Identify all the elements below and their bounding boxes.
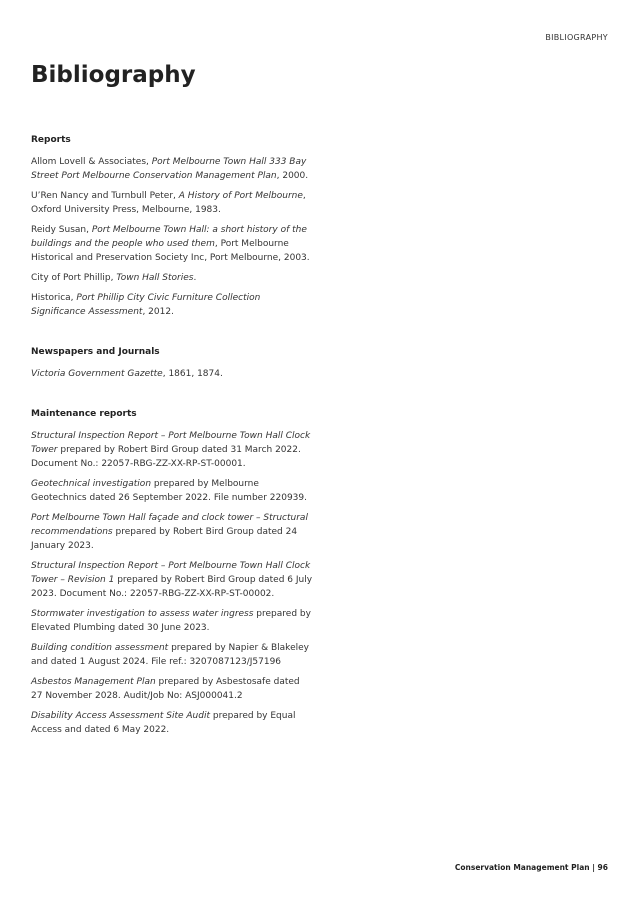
section-heading: Maintenance reports [31,409,137,419]
entry-title: Geotechnical investigation [31,479,152,489]
bibliography-entry [31,511,313,553]
entry-text: prepared by Robert Bird Group dated 24 January 2023. [31,527,298,551]
bibliography-entry [31,367,313,381]
entry-title: Port Melbourne Town Hall 333 Bay Street Port Melbourne Conservation Management Plan [31,157,307,181]
entry-title: Stormwater investigation to assess water ingress [31,609,254,619]
bibliography-entry [31,675,313,703]
entry-text: prepared by Napier & Blakeley and dated 1 August 2024. File ref.: 3207087123/J57196 [31,643,309,667]
entry-text: Historica, [31,293,77,303]
entry-title: Town Hall Stories [116,273,194,283]
entry-text: , 2000. [276,171,309,181]
running-head: BIBLIOGRAPHY [545,33,608,42]
entry-text: , Port Melbourne Historical and Preservation Society Inc, Port Melbourne, 2003. [31,239,310,263]
entry-title: A History of Port Melbourne [178,191,303,201]
page-footer: Conservation Management Plan | 96 [454,863,608,872]
entry-text: prepared by Equal Access and dated 6 May 2022. [31,711,296,735]
bibliography-content [31,135,313,765]
entry-title: Victoria Government Gazette [31,369,163,379]
bibliography-entry [31,477,313,505]
page-title: Bibliography [31,62,196,88]
bibliography-entry [31,709,313,737]
entry-text: prepared by Elevated Plumbing dated 30 June 2023. [31,609,311,633]
entry-text: prepared by Asbestosafe dated 27 November 2028. Audit/Job No: ASJ000041.2 [31,677,300,701]
bibliography-entry [31,189,313,217]
entry-title: Port Melbourne Town Hall: a short history of the buildings and the people who used them [31,225,307,249]
bibliography-entry [31,155,313,183]
entry-text: , Oxford University Press, Melbourne, 1983. [31,191,306,215]
bibliography-entry [31,641,313,669]
bibliography-entry [31,291,313,319]
entry-text: , 1861, 1874. [162,369,223,379]
entry-text: U’Ren Nancy and Turnbull Peter, [31,191,179,201]
entry-title: Asbestos Management Plan [31,677,156,687]
bibliography-entry [31,559,313,601]
entry-title: Structural Inspection Report – Port Melbourne Town Hall Clock Tower – Revision 1 [31,561,311,585]
bibliography-section [31,409,313,737]
entry-text: City of Port Phillip, [31,273,117,283]
entry-text: Reidy Susan, [31,225,92,235]
entry-text: prepared by Robert Bird Group dated 31 March 2022. Document No.: 22057-RBG-ZZ-XX-RP-ST-00001. [31,445,301,469]
entry-title: Building condition assessment [31,643,169,653]
bibliography-section [31,347,313,381]
entry-text: , 2012. [142,307,174,317]
entry-title: Disability Access Assessment Site Audit [31,711,210,721]
entry-text: . [193,273,197,283]
section-heading: Newspapers and Journals [31,347,160,357]
entry-text: prepared by Robert Bird Group dated 6 July 2023. Document No.: 22057-RBG-ZZ-XX-RP-ST-00002. [31,575,313,599]
bibliography-section [31,135,313,319]
bibliography-entry [31,607,313,635]
bibliography-entry [31,429,313,471]
bibliography-entry [31,223,313,265]
entry-title: Structural Inspection Report – Port Melbourne Town Hall Clock Tower [31,431,311,455]
section-heading: Reports [31,135,71,145]
bibliography-entry [31,271,313,285]
entry-text: prepared by Melbourne Geotechnics dated 26 September 2022. File number 220939. [31,479,307,503]
entry-title: Port Phillip City Civic Furniture Collection Significance Assessment [31,293,261,317]
entry-text: Allom Lovell & Associates, [31,157,152,167]
entry-title: Port Melbourne Town Hall façade and clock tower – Structural recommendations [31,513,308,537]
